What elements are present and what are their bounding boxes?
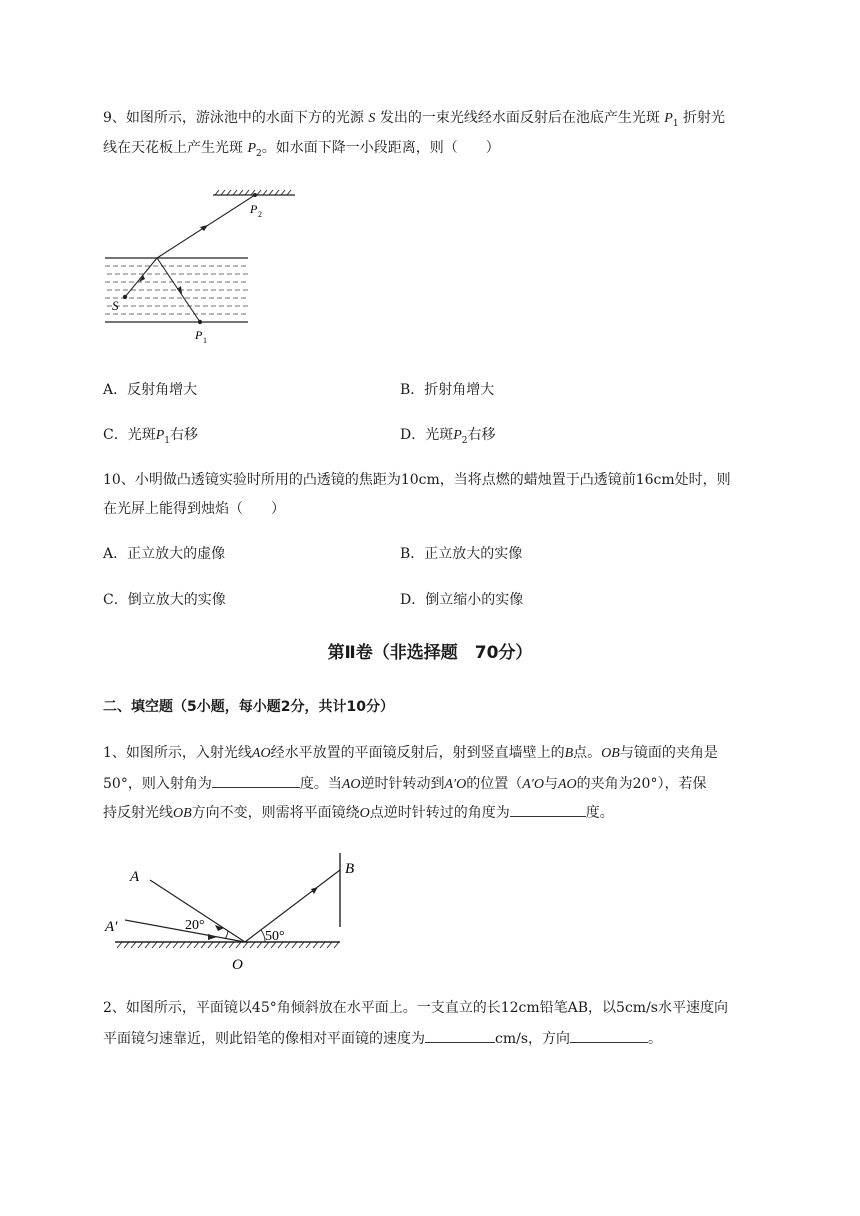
- q9-option-a[interactable]: A．反射角增大: [103, 382, 198, 398]
- option-text: 右移: [170, 427, 199, 443]
- fill1-line-3: [103, 801, 614, 824]
- q9-text: 线在天花板上产生光斑: [103, 140, 243, 156]
- fill1-text: 点逆时针转过的角度为: [369, 805, 510, 821]
- var-ob: OB: [173, 806, 192, 821]
- fill1-text: 经水平放置的平面镜反射后，射到竖直墙壁上的: [270, 745, 565, 761]
- mirror-reflection-figure: [100, 845, 380, 975]
- var-p1: P: [155, 428, 165, 443]
- option-text: 右移: [467, 427, 496, 443]
- light-source-dot: [123, 295, 127, 299]
- label-o: O: [232, 957, 243, 973]
- q10-option-a[interactable]: A．正立放大的虚像: [103, 546, 226, 562]
- var-a-prime-o: A′O: [444, 777, 467, 792]
- fill2-text: 平面镜匀速靠近，则此铅笔的像相对平面镜的速度为: [103, 1031, 425, 1047]
- group-title: 二、填空题（5小题，每小题2分，共计10分）: [103, 699, 394, 715]
- q10-option-c[interactable]: C．倒立放大的实像: [103, 592, 226, 608]
- var-sub: 2: [256, 148, 262, 159]
- answer-blank[interactable]: [510, 801, 586, 817]
- arrow-head: [177, 286, 182, 294]
- q10-option-d[interactable]: D．倒立缩小的实像: [400, 592, 524, 608]
- label-a: A: [130, 869, 140, 885]
- var-p2: P: [453, 428, 462, 443]
- arrow-head: [208, 934, 217, 940]
- option-text: D．光斑: [400, 427, 454, 443]
- fill1-text: 逆时针转动到: [360, 776, 445, 792]
- fill1-text: 度。: [585, 805, 614, 821]
- answer-blank[interactable]: [212, 772, 300, 788]
- var-ao: AO: [557, 777, 577, 792]
- fill2-line-2: [103, 1027, 662, 1049]
- label-a-prime: A′: [105, 919, 118, 935]
- fill2-line-1: 2、如图所示，平面镜以45°角倾斜放在水平面上。一支直立的长12cm铅笔AB，以5cm/s水平速度向: [103, 1000, 728, 1016]
- q10-line-2: 在光屏上能得到烛焰（ ）: [103, 501, 285, 517]
- fill1-line-2: [103, 772, 706, 795]
- fill1-text: 与: [543, 776, 558, 792]
- q10-line-1: 10、小明做凸透镜实验时所用的凸透镜的焦距为10cm，当将点燃的蜡烛置于凸透镜前16cm处时，则: [103, 472, 731, 488]
- fill1-line-1: [103, 743, 718, 764]
- q9-text: 发出的一束光线经水面反射后在池底产生光斑: [379, 110, 660, 126]
- fill1-text: 度。当: [299, 776, 342, 792]
- fill2-text: cm/s，方向: [495, 1031, 571, 1047]
- q9-text: 折射光: [683, 110, 726, 126]
- var-s: S: [368, 111, 376, 126]
- var-ao: AO: [341, 777, 361, 792]
- answer-blank[interactable]: [425, 1027, 495, 1043]
- fill1-text: 1、如图所示，入射光线: [103, 745, 252, 761]
- var-sub: 1: [164, 435, 171, 446]
- var-ob: OB: [601, 746, 620, 761]
- label-s: S: [112, 298, 119, 313]
- p1-dot: [198, 320, 202, 324]
- var-a-prime-o: A′O: [522, 777, 544, 792]
- water-dashes: [105, 266, 248, 314]
- fill1-text: 50°，则入射角为: [103, 776, 212, 792]
- fill1-text: 持反射光线: [103, 805, 173, 821]
- incident-ray: [125, 258, 157, 297]
- var-sub: 2: [461, 435, 468, 446]
- var-ao: AO: [251, 746, 271, 761]
- fill1-text: 的位置（: [466, 776, 523, 792]
- var-o: O: [359, 806, 370, 821]
- label-angle-50: 50°: [265, 929, 285, 944]
- angle-arc-20: [225, 931, 228, 939]
- label-b: B: [345, 861, 355, 877]
- section-title: 第Ⅱ卷（非选择题 70分）: [327, 643, 533, 663]
- q9-text: 如图所示，游泳池中的水面下方的光源: [125, 110, 364, 126]
- q9-line-2: [103, 138, 500, 164]
- label-p1-sub: 1: [203, 336, 207, 345]
- q9-option-d[interactable]: [400, 425, 496, 451]
- label-p2-sub: 2: [258, 210, 262, 219]
- fill2-text: 。: [648, 1031, 663, 1047]
- label-p2: P: [250, 202, 258, 216]
- fill1-text: 点。: [573, 745, 602, 761]
- fill1-text: 的夹角为20°），若保: [576, 776, 707, 792]
- fill1-text: 方向不变，则需将平面镜绕: [191, 805, 360, 821]
- q9-option-b[interactable]: B．折射角增大: [400, 382, 495, 398]
- var-b: B: [564, 746, 574, 761]
- var-sub: 1: [672, 118, 679, 129]
- ray-ob: [245, 870, 340, 942]
- arrow-head: [311, 887, 318, 894]
- p2-dot: [253, 193, 257, 197]
- q9-pool-figure: [95, 180, 315, 350]
- q10-option-b[interactable]: B．正立放大的实像: [400, 546, 523, 562]
- var-p2: P: [247, 141, 257, 156]
- q9-text: 。如水面下降一小段距离，则（ ）: [261, 140, 500, 156]
- option-text: C．光斑: [103, 427, 156, 443]
- q9-line-1: [103, 108, 725, 134]
- var-p1: P: [664, 111, 673, 126]
- q9-number: 9、: [103, 110, 126, 126]
- mirror-hatch: [117, 942, 339, 948]
- label-p1: P: [195, 328, 203, 342]
- answer-blank[interactable]: [570, 1027, 648, 1043]
- label-angle-20: 20°: [185, 918, 205, 933]
- q9-option-c[interactable]: [103, 425, 198, 451]
- fill1-text: 与镜面的夹角是: [619, 745, 718, 761]
- ceiling-hatch: [215, 190, 291, 195]
